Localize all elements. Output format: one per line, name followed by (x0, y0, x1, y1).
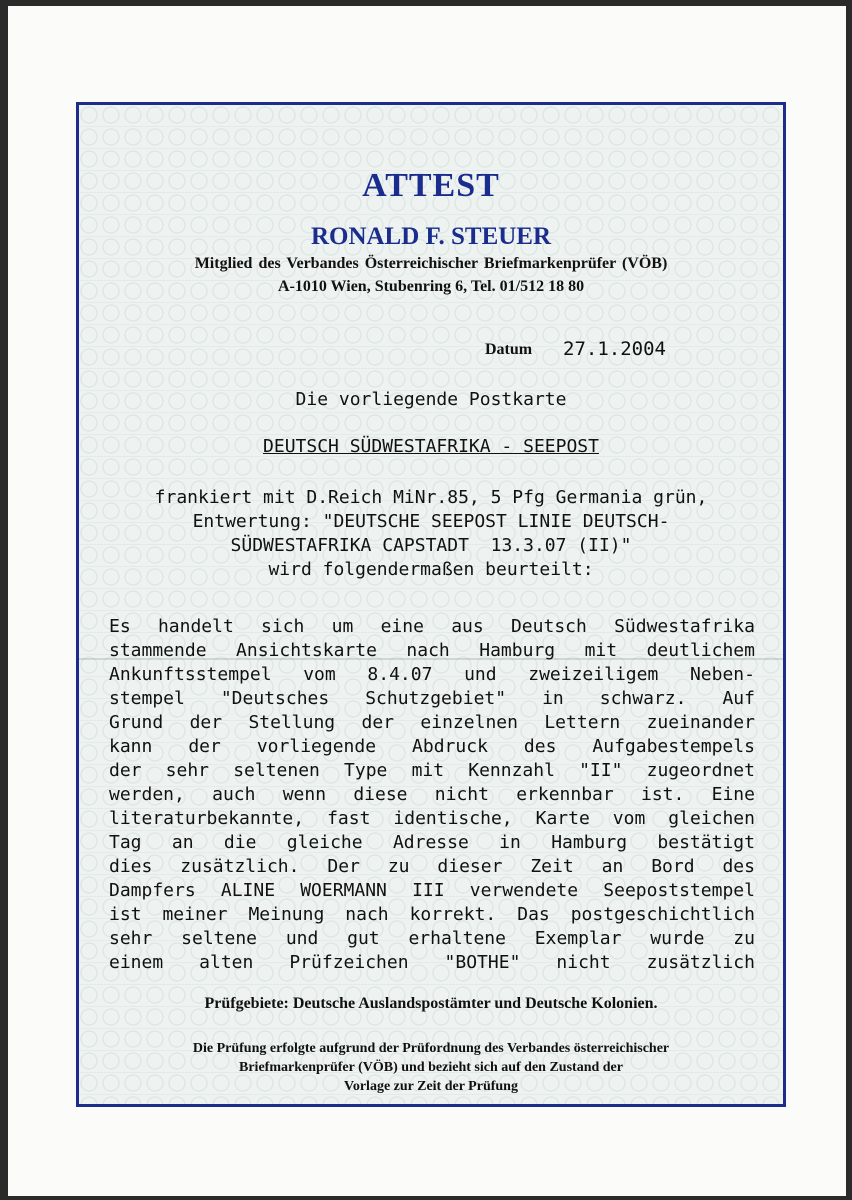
assessment-line: kann der vorliegende Abdruck des Aufgabestempels (109, 736, 755, 757)
footer-note (79, 1039, 783, 1096)
assessment-line: sehr seltene und gut erhaltene Exemplar wurde zu (109, 928, 755, 949)
assessment-line: stammende Ansichtskarte nach Hamburg mit deutlichem (109, 640, 755, 661)
footer-line: Vorlage zur Zeit der Prüfung (344, 1079, 518, 1094)
assessment-line: Tag an die gleiche Adresse in Hamburg bestätigt (109, 832, 755, 853)
paper-sheet (8, 6, 846, 1196)
assessment-line: einem alten Prüfzeichen "BOTHE" nicht zusätzlich (109, 952, 755, 973)
intro-line: Die vorliegende Postkarte (295, 389, 567, 410)
franking-line: SÜDWESTAFRIKA CAPSTADT 13.3.07 (II)" (230, 535, 632, 556)
assessment-line: werden, auch wenn diese nicht erkennbar ist. Eine (109, 784, 755, 805)
assessment-line: ist meiner Meinung nach korrekt. Das postgeschichtlich (109, 904, 755, 925)
pruefgebiete-line: Prüfgebiete: Deutsche Auslandspostämter und Deutsche Kolonien. (204, 995, 658, 1012)
date-label: Datum (485, 341, 533, 358)
assessment-line: stempel "Deutsches Schutzgebiet" in schwarz. Auf (109, 688, 755, 709)
assessment-line: dies zusätzlich. Der zu dieser Zeit an Bord des (109, 856, 755, 877)
assessment-line: Dampfers ALINE WOERMANN III verwendete Seepoststempel (109, 880, 755, 901)
assessment-line: Es handelt sich um eine aus Deutsch Südwestafrika (109, 616, 755, 637)
examiner-name: RONALD F. STEUER (310, 223, 552, 250)
date-value: 27.1.2004 (563, 338, 666, 360)
footer-line: Die Prüfung erfolgte aufgrund der Prüfordnung des Verbandes österreichischer (192, 1041, 670, 1056)
certificate-frame (76, 102, 786, 1107)
franking-line: wird folgendermaßen beurteilt: (268, 559, 594, 580)
assessment-line: Ankunftsstempel vom 8.4.07 und zweizeiligem Neben- (109, 664, 755, 685)
address-line: A-1010 Wien, Stubenring 6, Tel. 01/512 18 80 (277, 278, 585, 295)
subject-line (79, 436, 783, 457)
subject-text: DEUTSCH SÜDWESTAFRIKA - SEEPOST (263, 436, 599, 457)
footer-line: Briefmarkenprüfer (VÖB) und bezieht sich auf den Zustand der (239, 1060, 623, 1075)
franking-line: Entwertung: "DEUTSCHE SEEPOST LINIE DEUTSCH- (192, 511, 670, 532)
franking-line: frankiert mit D.Reich MiNr.85, 5 Pfg Germania grün, (154, 487, 708, 508)
assessment-text (109, 615, 755, 975)
assessment-line: der sehr seltenen Type mit Kennzahl "II" zugeordnet (109, 760, 755, 781)
assessment-line: literaturbekannte, fast identische, Karte vom gleichen (109, 808, 755, 829)
membership-line: Mitglied des Verbandes Österreichischer Briefmarkenprüfer (VÖB) (194, 255, 668, 272)
certificate-title: ATTEST (362, 167, 500, 204)
assessment-line: Grund der Stellung der einzelnen Lettern zueinander (109, 712, 755, 733)
franking-block (79, 486, 783, 582)
